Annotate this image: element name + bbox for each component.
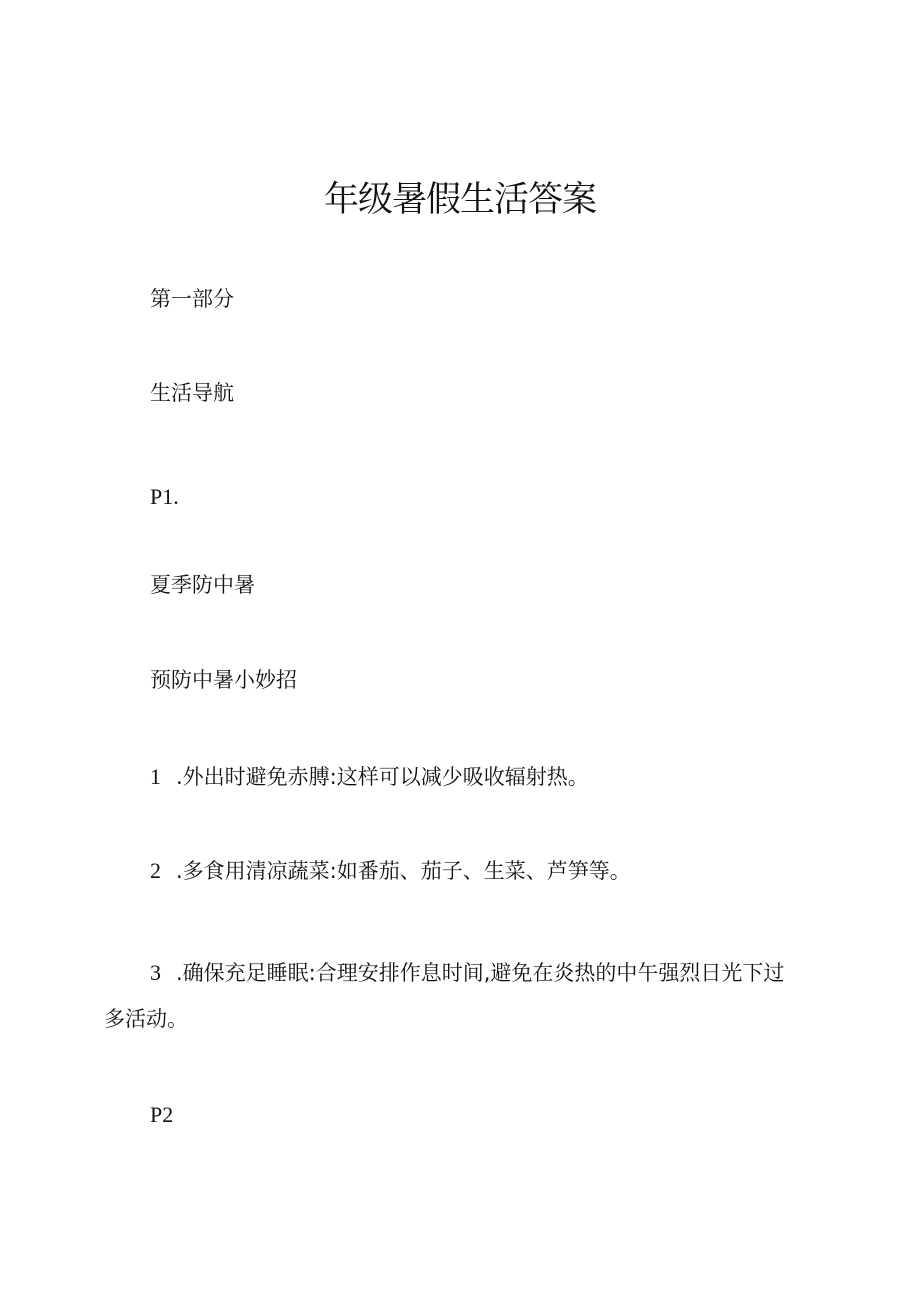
- page-marker-p1: P1.: [150, 484, 179, 509]
- document-title: 年级暑假生活答案: [323, 180, 596, 220]
- page-marker-p2: P2: [150, 1102, 174, 1127]
- list-item-3: [104, 950, 824, 1042]
- list-item-1-number: 1: [150, 764, 161, 789]
- list-item-3-line-1: [104, 950, 824, 996]
- list-item-2: [150, 856, 631, 886]
- list-item-3-text-line-1: .确保充足睡眠:合理安排作息时间,避免在炎热的中午强烈日光下过: [176, 961, 785, 985]
- list-item-2-number: 2: [150, 858, 161, 883]
- topic-heading: 夏季防中暑: [150, 573, 255, 597]
- list-item-1: [150, 762, 589, 792]
- part-heading: 第一部分: [150, 287, 234, 311]
- subtopic-heading: 预防中暑小妙招: [150, 668, 297, 692]
- section-heading: 生活导航: [150, 381, 234, 405]
- list-item-2-text: .多食用清凉蔬菜:如番茄、茄子、生菜、芦笋等。: [176, 859, 631, 883]
- list-item-3-line-2: 多活动。: [104, 1007, 188, 1031]
- list-item-3-number: 3: [150, 960, 161, 985]
- list-item-1-text: .外出时避免赤膊:这样可以减少吸收辐射热。: [176, 765, 589, 789]
